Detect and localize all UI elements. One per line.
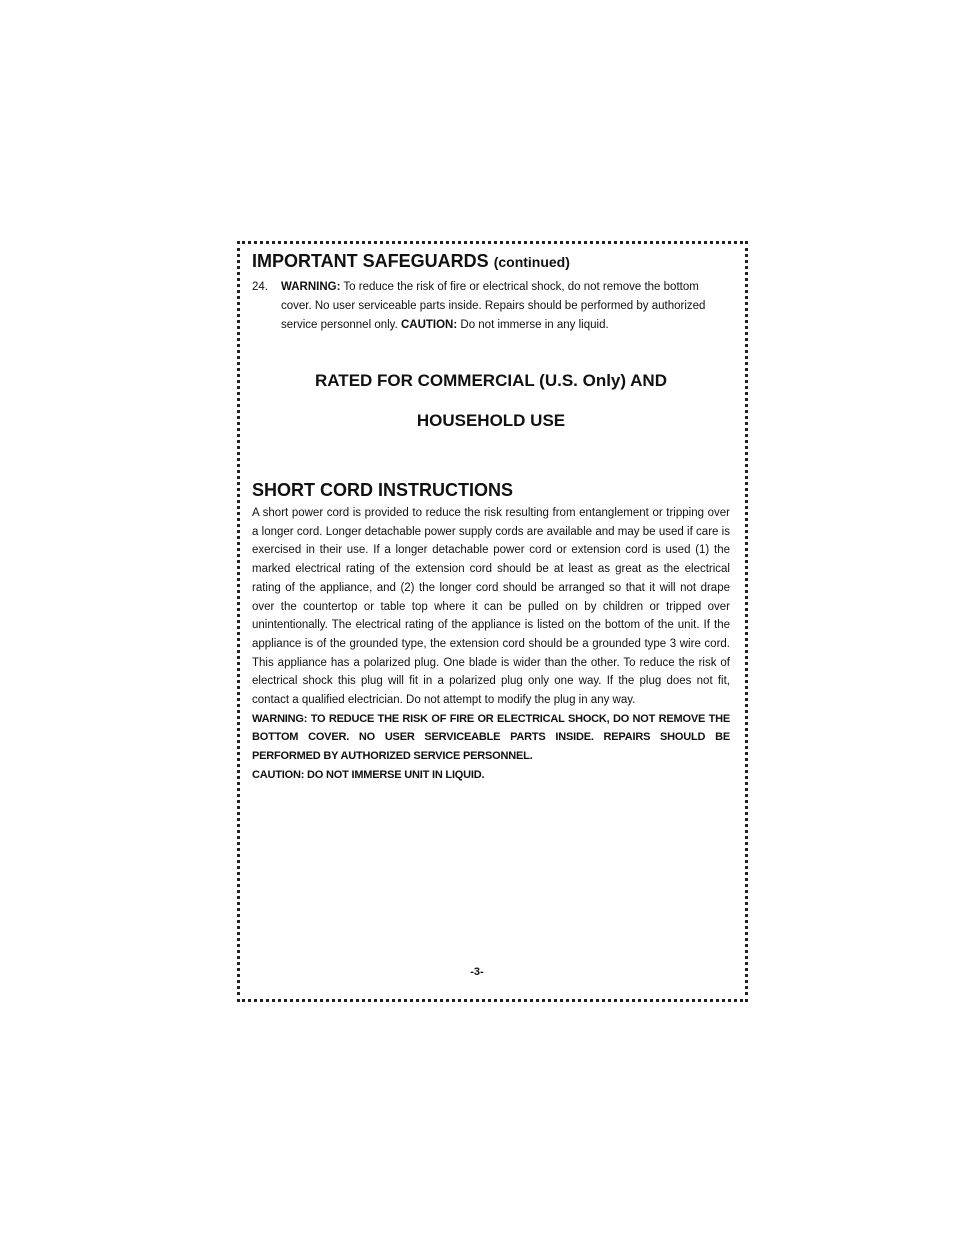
section-title-suffix: (continued) — [493, 254, 570, 270]
section-title-text: IMPORTANT SAFEGUARDS — [252, 251, 489, 271]
safeguard-item-24 — [252, 278, 730, 335]
page-number: -3- — [470, 966, 484, 978]
warning-text: To reduce the risk of fire or electrical shock, do not remove the bottom cover. No user serviceable parts inside. Repairs should be performed by authorized service personnel only. — [281, 281, 706, 331]
short-cord-body: A short power cord is provided to reduce the risk resulting from entanglement or tripping over a longer cord. Longer detachable power supply cords are available and may be used if care is exercised in their use. If a longer detachable power cord or extension cord is used (1) the marked electrical rating of the extension cord should be at least as great as the electrical rating of the appliance, and (2) the longer cord should be arranged so that it will not drape over the countertop or table top where it can be pulled on by children or tripped over unintentionally. The electrical rating of the appliance is listed on the bottom of the unit. If the appliance is of the grounded type, the extension cord should be a grounded type 3 wire cord. This appliance has a polarized plug. One blade is wider than the other. To reduce the risk of electrical shock this plug will fit in a polarized plug only one way. If the plug does not fit, contact a qualified electrician. Do not attempt to modify the plug in any way. — [252, 507, 730, 707]
page-content — [252, 250, 730, 785]
caution-text: Do not immerse in any liquid. — [460, 319, 609, 331]
short-cord-caution: CAUTION: DO NOT IMMERSE UNIT IN LIQUID. — [252, 768, 485, 781]
item-text — [281, 278, 730, 335]
caution-label: CAUTION: — [400, 319, 458, 331]
section-title-short-cord: SHORT CORD INSTRUCTIONS — [252, 480, 513, 500]
section-title-important-safeguards — [252, 250, 730, 273]
rated-heading-line1: RATED FOR COMMERCIAL (U.S. Only) AND — [315, 371, 667, 390]
rated-heading-line2: HOUSEHOLD USE — [416, 411, 566, 430]
short-cord-warning: WARNING: TO REDUCE THE RISK OF FIRE OR ELECTRICAL SHOCK, DO NOT REMOVE THE BOTTOM COVER. NO USER SERVICEABLE PARTS INSIDE. REPAIRS SHOULD BE PERFORMED BY AUTHORIZED SERVICE PERSONNEL. — [252, 712, 730, 763]
warning-label: WARNING: — [281, 281, 341, 293]
item-number: 24. — [252, 281, 268, 293]
